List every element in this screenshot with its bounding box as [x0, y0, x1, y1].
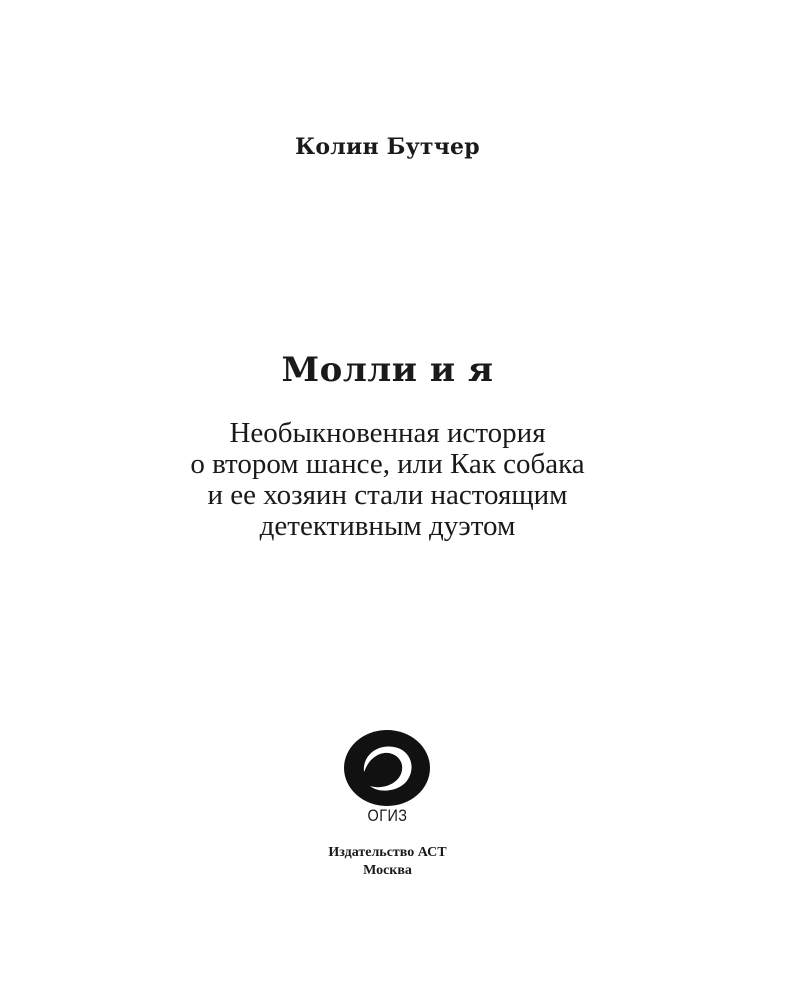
subtitle-line: Необыкновенная история [229, 417, 546, 449]
book-subtitle [0, 418, 775, 542]
ogiz-logo-icon [342, 728, 432, 808]
subtitle-line: о втором шансе, или Как собака [190, 448, 585, 480]
publisher-name: Издательство АСТ [328, 845, 447, 860]
subtitle-line: детективным дуэтом [259, 510, 516, 542]
ogiz-logo-text: ОГИЗ [367, 806, 408, 825]
publisher-block [0, 844, 775, 880]
book-title: Молли и я [281, 350, 494, 390]
author-name: Колин Бутчер [295, 134, 480, 160]
publisher-city: Москва [363, 863, 412, 878]
subtitle-line: и ее хозяин стали настоящим [207, 479, 568, 511]
